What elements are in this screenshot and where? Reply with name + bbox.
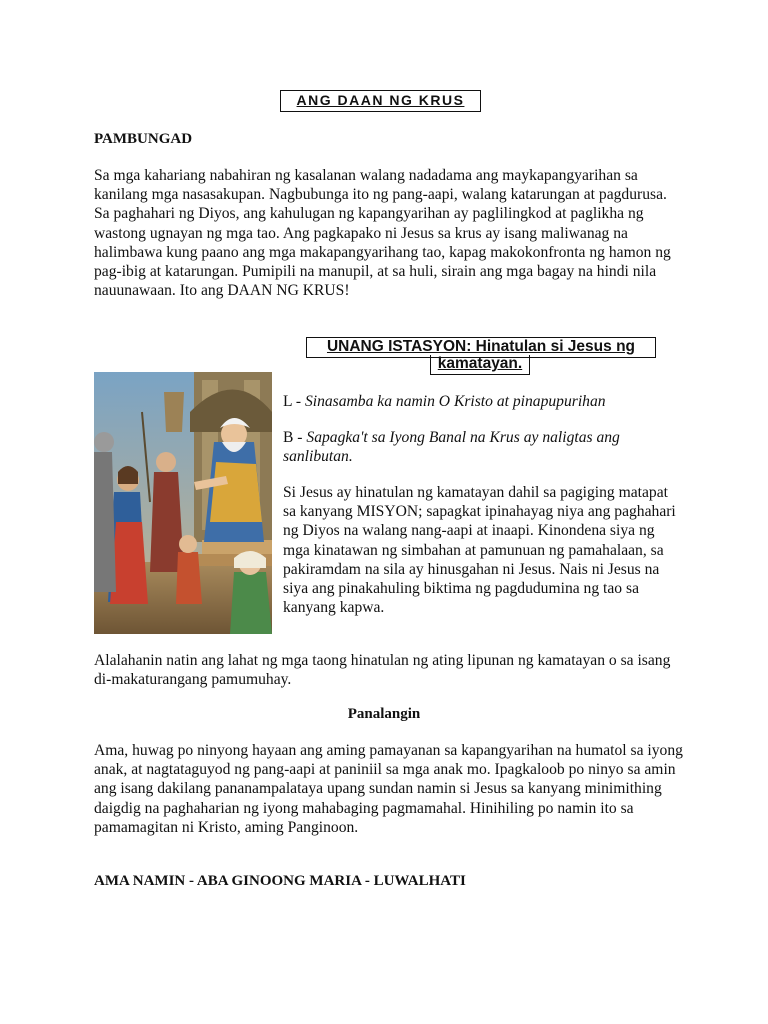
response-prefix: B - bbox=[283, 429, 307, 446]
station-reflection: Si Jesus ay hinatulan ng kamatayan dahil sa pagiging matapat sa kanyang MISYON; sapagkat ipinahayag niya ang paghahari ng Diyos na walang nang-aapi at inaapi. Kinondena siya ng mga kinatawan ng simbahan at pamunuan ng pamahalaan, sa pakiramdam na sila ay hinusgahan ni Jesus. Nais ni Jesus na siya ang pinakahuling biktima ng pagdudumina ng tao sa kanyang kapwa. bbox=[283, 484, 676, 617]
station-title-line2: kamatayan. bbox=[430, 355, 530, 375]
remember-paragraph: Alalahanin natin ang lahat ng mga taong hinatulan ng ating lipunan ng kamatayan o sa isang di-makaturangang pamumuhay. bbox=[94, 652, 671, 689]
response-text: Sapagka't sa Iyong Banal na Krus ay naligtas ang sanlibutan. bbox=[283, 429, 620, 466]
document-title: ANG DAAN NG KRUS bbox=[280, 90, 481, 112]
response-line bbox=[283, 428, 683, 466]
leader-line bbox=[283, 392, 683, 411]
prayer-heading: Panalangin bbox=[347, 706, 421, 722]
station-title-line1: UNANG ISTASYON: Hinatulan si Jesus ng bbox=[306, 337, 656, 358]
leader-prefix: L - bbox=[283, 393, 305, 410]
closing-prayers: AMA NAMIN - ABA GINOONG MARIA - LUWALHATI bbox=[94, 873, 466, 889]
intro-paragraph: Sa mga kahariang nabahiran ng kasalanan walang nadadama ang maykapangyarihan sa kanilang mga nasasakupan. Nagbubunga ito ng pang-aapi, walang katarungan at pagdurusa. Sa paghahari ng Diyos, ang kahulugan ng kapangyarihan ay paglilingkod at paglikha ng wastong ugnayan ng mga tao. Ang pagkapako ni Jesus sa krus ay isang maliwanag na halimbawa kung paano ang mga makapangyarihang tao, kapag makokonfronta ng hamon ng pag-ibig at katarungan. Pumipili na manupil, at sa huli, sirain ang mga bagay na hindi nila nauunawaan. Ito ang DAAN NG KRUS! bbox=[94, 167, 671, 300]
intro-heading: PAMBUNGAD bbox=[94, 131, 193, 147]
painting-jesus-condemned-image bbox=[94, 372, 272, 634]
leader-text: Sinasamba ka namin O Kristo at pinapupurihan bbox=[304, 393, 606, 410]
prayer-paragraph: Ama, huwag po ninyong hayaan ang aming pamayanan sa kapangyarihan na humatol sa iyong anak, at nagtataguyod ng pang-aapi at paniniil sa mga anak mo. Ipagkaloob po ninyo sa amin ang isang dakilang pananampalataya upang sundan namin si Jesus sa kanyang minimithing daigdig na paghaharian ng iyong mahabaging pagmamahal. Hinihiling po namin ito sa pamamagitan ni Kristo, aming Panginoon. bbox=[94, 742, 683, 836]
station-title-box bbox=[306, 337, 656, 377]
